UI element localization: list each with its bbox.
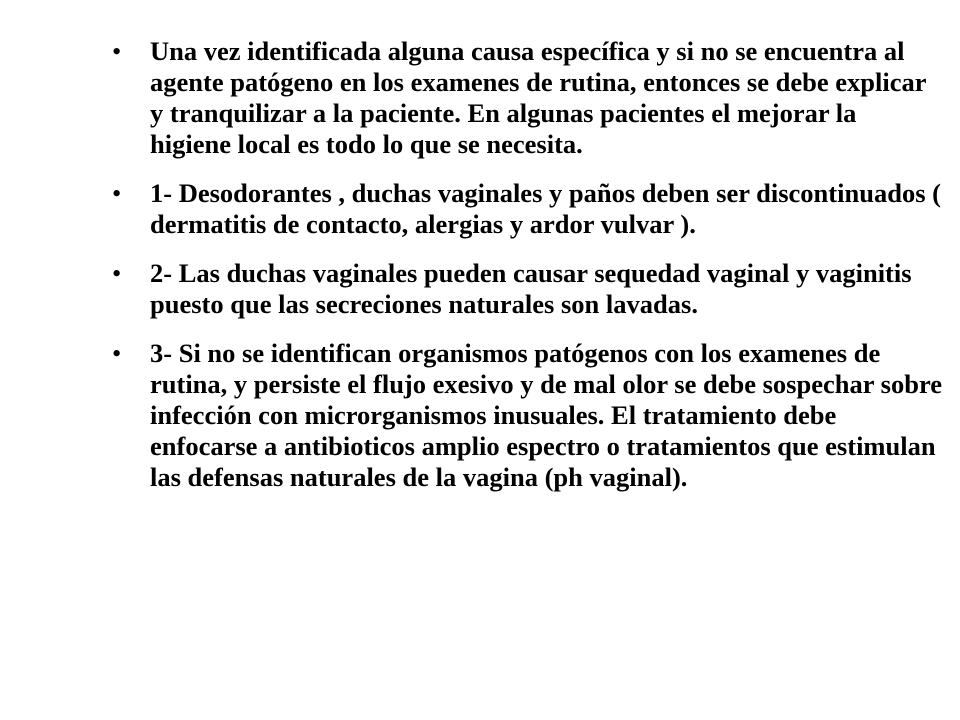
bullet-item-1	[112, 36, 942, 160]
bullet-item-4	[112, 338, 942, 493]
bullet-list	[112, 36, 942, 511]
bullet-text-3: 2- Las duchas vaginales pueden causar sequedad vaginal y vaginitis puesto que las secreciones naturales son lavadas.	[150, 258, 912, 319]
bullet-text-1: Una vez identificada alguna causa específica y si no se encuentra al agente patógeno en los examenes de rutina, entonces se debe explicar y tranquilizar a la paciente. En algunas pacientes el mejorar la higiene local es todo lo que se necesita.	[150, 36, 927, 159]
bullet-icon: •	[112, 338, 122, 368]
bullet-item-3	[112, 258, 942, 320]
bullet-icon: •	[112, 36, 122, 66]
bullet-text-2: 1- Desodorantes , duchas vaginales y paños deben ser discontinuados ( dermatitis de contacto, alergias y ardor vulvar ).	[150, 178, 941, 239]
bullet-icon: •	[112, 178, 122, 208]
bullet-icon: •	[112, 258, 122, 288]
bullet-item-2	[112, 178, 942, 240]
bullet-text-4: 3- Si no se identifican organismos patógenos con los examenes de rutina, y persiste el flujo exesivo y de mal olor se debe sospechar sobre infección con microrganismos inusuales. El tratamiento debe enfocarse a antibioticos amplio espectro o tratamientos que estimulan las defensas naturales de la vagina (ph vaginal).	[150, 338, 942, 492]
